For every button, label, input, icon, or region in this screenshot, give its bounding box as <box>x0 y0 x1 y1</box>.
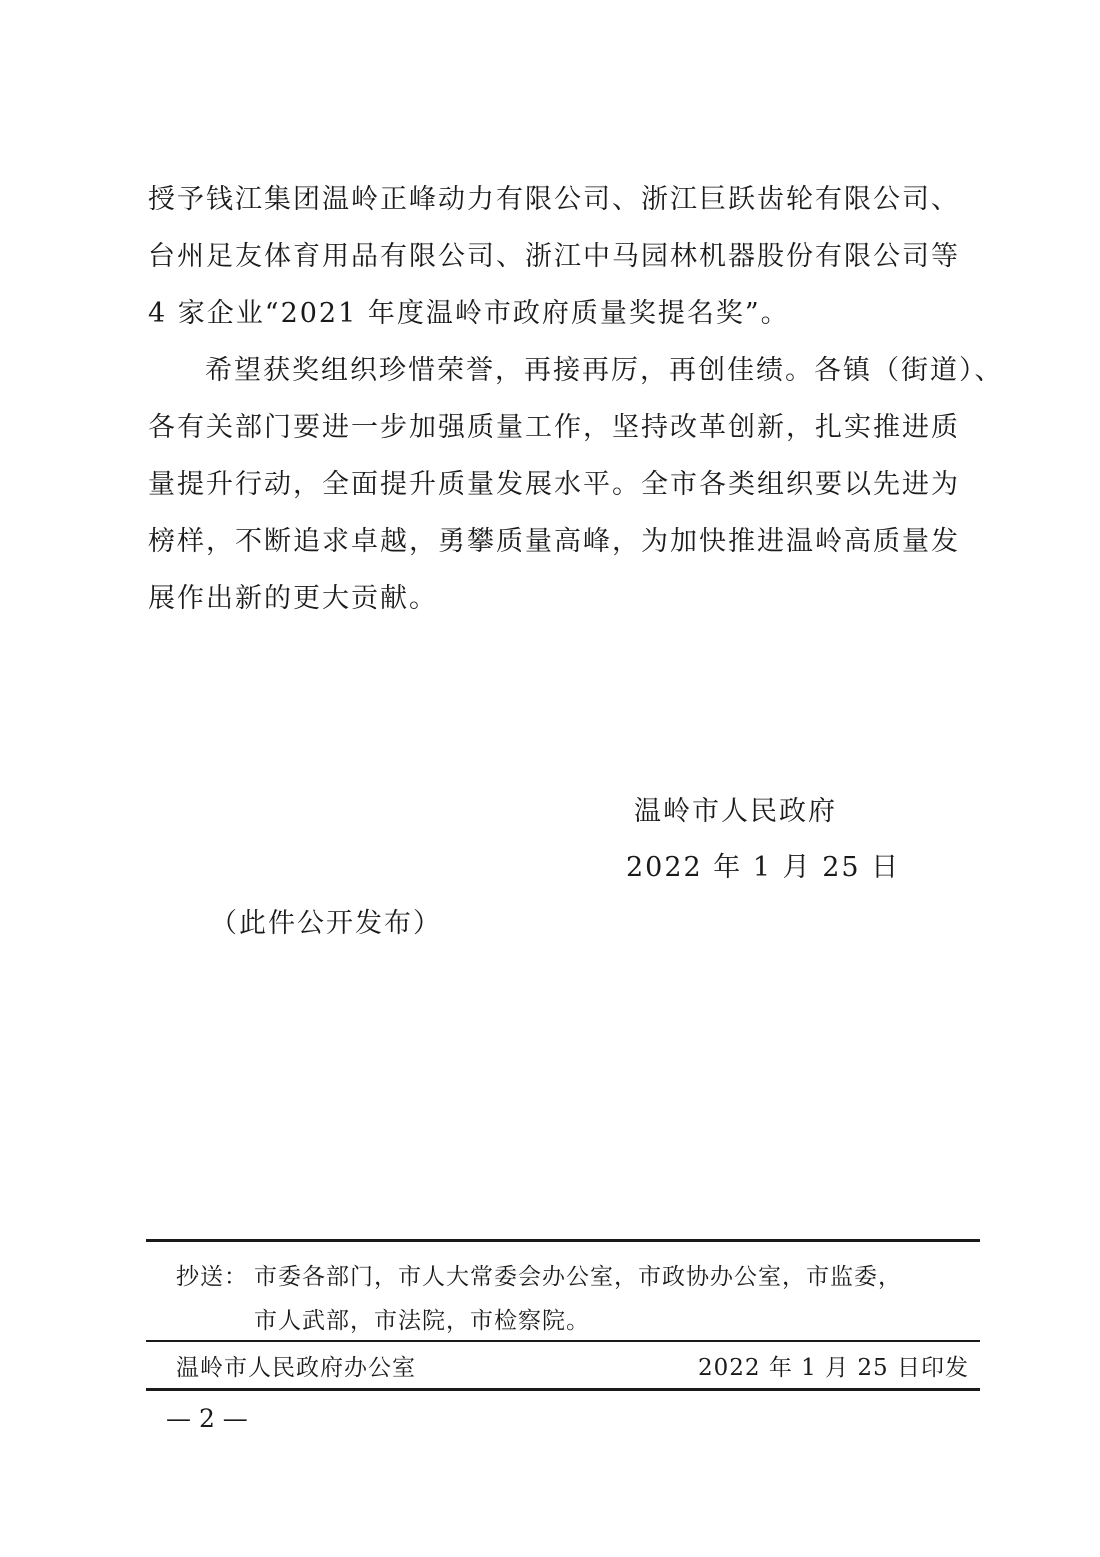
body-line-6: 量提升行动，全面提升质量发展水平。全市各类组织要以先进为 <box>148 469 960 500</box>
footer-bottom-rule <box>146 1388 980 1391</box>
print-date: 2022 年 1 月 25 日印发 <box>698 1355 969 1381</box>
issue-date: 2022 年 1 月 25 日 <box>626 852 901 883</box>
footer-middle-rule <box>146 1340 980 1342</box>
body-line-5: 各有关部门要进一步加强质量工作，坚持改革创新，扎实推进质 <box>148 412 960 443</box>
body-line-2: 台州足友体育用品有限公司、浙江中马园林机器股份有限公司等 <box>148 241 960 272</box>
publication-note: （此件公开发布） <box>210 908 442 939</box>
cc-line-2: 市人武部，市法院，市检察院。 <box>254 1308 590 1334</box>
body-line-1: 授予钱江集团温岭正峰动力有限公司、浙江巨跃齿轮有限公司、 <box>148 184 960 215</box>
cc-label: 抄送： <box>176 1264 248 1290</box>
footer-top-rule <box>146 1239 980 1242</box>
issuer-name: 温岭市人民政府 <box>634 796 837 827</box>
issuing-office: 温岭市人民政府办公室 <box>176 1355 416 1381</box>
body-line-7: 榜样，不断追求卓越，勇攀质量高峰，为加快推进温岭高质量发 <box>148 526 960 557</box>
body-line-8: 展作出新的更大贡献。 <box>148 583 438 614</box>
page-number: — 2 — <box>166 1404 248 1433</box>
cc-line-1: 市委各部门，市人大常委会办公室，市政协办公室，市监委， <box>254 1264 902 1290</box>
body-line-4: 希望获奖组织珍惜荣誉，再接再厉，再创佳绩。各镇（街道）、 <box>205 355 1004 386</box>
body-line-3: 4 家企业“2021 年度温岭市政府质量奖提名奖”。 <box>148 298 790 329</box>
